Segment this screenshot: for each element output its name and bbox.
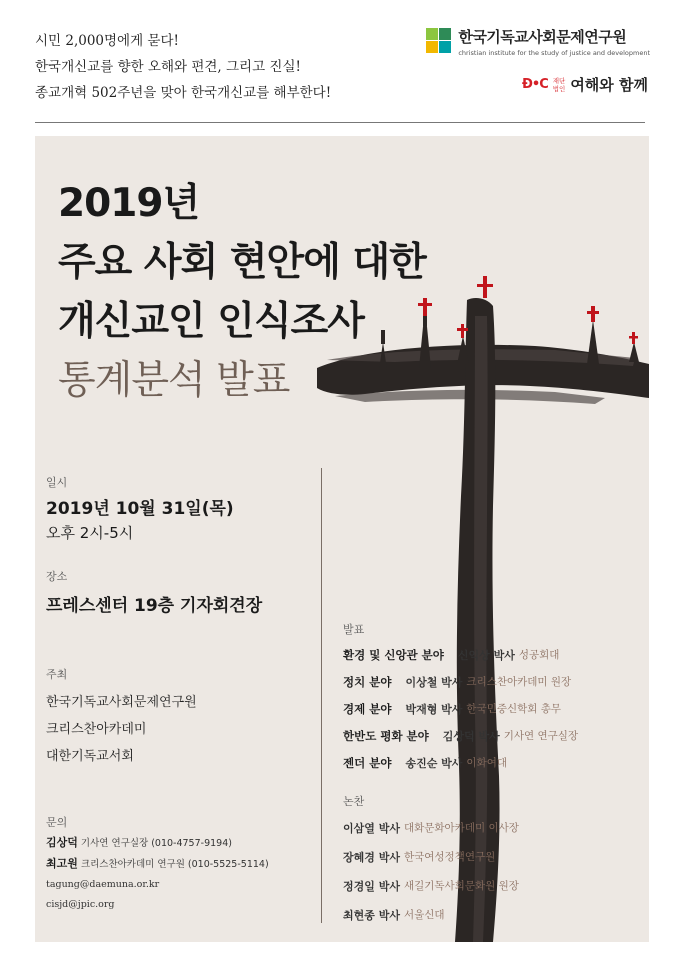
presenter-org: 크리스찬아카데미 원장 — [466, 676, 572, 688]
contact-detail: 기사연 연구실장 (010-4757-9194) — [80, 838, 232, 849]
host-item: 한국기독교사회문제연구원 — [46, 695, 197, 710]
header-divider — [35, 122, 645, 123]
host-label: 주최 — [46, 668, 68, 681]
presenter-org: 한국민중신학회 총무 — [466, 703, 562, 715]
tagline-2: 한국개신교를 향한 오해와 편견, 그리고 진실! — [35, 59, 301, 75]
tagline-3: 종교개혁 502주년을 맞아 한국개신교를 해부한다! — [35, 85, 332, 101]
presentation-field: 경제 분야 — [343, 701, 392, 716]
discussant-name: 정경일 박사 — [343, 879, 400, 893]
kicd-logo — [426, 26, 650, 57]
yeohae-logo-sub: 재단 법인 — [552, 76, 566, 93]
presenter-name: 이상철 박사 — [405, 675, 463, 689]
discussant-name: 최현종 박사 — [343, 908, 400, 922]
discussion-row — [343, 842, 519, 871]
host-list — [46, 689, 197, 770]
presentation-field: 젠더 분야 — [343, 755, 392, 770]
kicd-logo-icon — [426, 28, 452, 54]
top-red-cross — [477, 276, 493, 298]
event-time: 오후 2시-5시 — [46, 524, 134, 542]
discussion-label: 논찬 — [343, 795, 365, 808]
host-item: 크리스찬아카데미 — [46, 722, 147, 737]
yeohae-logo-name: 여해와 함께 — [570, 76, 648, 94]
presenter-name: 박재형 박사 — [405, 702, 463, 716]
discussion-row — [343, 900, 519, 929]
contact-email-text[interactable]: tagung@daemuna.or.kr — [46, 879, 160, 890]
presentation-row — [343, 722, 578, 749]
kicd-logo-english: christian institute for the study of justice and development — [458, 49, 650, 57]
host-item: 대한기독교서회 — [46, 749, 134, 764]
discussant-org: 서울신대 — [403, 909, 445, 921]
presentation-field: 한반도 평화 분야 — [343, 728, 429, 743]
title-line-1: 2019년 — [58, 181, 200, 226]
contact-label: 문의 — [46, 816, 68, 829]
contact-item — [46, 854, 269, 875]
title-line-3: 개신교인 인식조사 — [58, 299, 364, 344]
presentation-row — [343, 749, 578, 776]
discussion-list — [343, 813, 519, 929]
discussant-org: 대화문화아카데미 이사장 — [403, 822, 519, 834]
contact-email[interactable] — [46, 875, 269, 895]
yeohae-logo — [522, 74, 648, 95]
discussion-row — [343, 813, 519, 842]
contact-detail: 크리스찬아카데미 연구원 (010-5525-5114) — [80, 859, 269, 870]
presentation-field: 정치 분야 — [343, 674, 392, 689]
presenter-org: 성공회대 — [518, 649, 560, 661]
presenter-name: 송진순 박사 — [405, 756, 463, 770]
presentation-row — [343, 641, 578, 668]
discussion-row — [343, 871, 519, 900]
title-line-2: 주요 사회 현안에 대한 — [58, 240, 426, 285]
kicd-logo-name: 한국기독교사회문제연구원 — [458, 28, 627, 46]
presentation-row — [343, 668, 578, 695]
tagline-1: 시민 2,000명에게 묻다! — [35, 33, 179, 49]
header-taglines — [35, 28, 331, 106]
contact-name: 김상덕 — [46, 836, 78, 849]
discussant-name: 이삼열 박사 — [343, 821, 400, 835]
discussant-org: 한국여성정책연구원 — [403, 851, 496, 863]
poster — [35, 136, 649, 942]
discussant-name: 장혜경 박사 — [343, 850, 400, 864]
place-label: 장소 — [46, 570, 68, 583]
presenter-name: 김상덕 박사 — [442, 729, 500, 743]
contact-name: 최고원 — [46, 857, 78, 870]
presenter-name: 신익상 박사 — [457, 648, 515, 662]
presentation-row — [343, 695, 578, 722]
title-line-4: 통계분석 발표 — [58, 358, 290, 403]
discussant-org: 새길기독사회문화원 원장 — [403, 880, 519, 892]
contact-email-text[interactable]: cisjd@jpic.org — [46, 899, 115, 910]
date-label: 일시 — [46, 476, 68, 489]
poster-title — [58, 174, 426, 410]
event-date: 2019년 10월 31일(목) — [46, 499, 234, 519]
contact-email[interactable] — [46, 895, 269, 915]
event-place: 프레스센터 19층 기자회견장 — [46, 596, 263, 616]
presentation-label: 발표 — [343, 623, 365, 636]
yeohae-logo-icon: Ð•C — [522, 77, 548, 92]
presentation-list — [343, 641, 578, 776]
presentation-field: 환경 및 신앙관 분야 — [343, 647, 444, 662]
column-divider — [321, 468, 322, 923]
presenter-org: 기사연 연구실장 — [503, 730, 579, 742]
red-crosses — [418, 298, 638, 344]
contact-list — [46, 833, 269, 915]
presenter-org: 이화여대 — [466, 757, 507, 769]
contact-item — [46, 833, 269, 854]
